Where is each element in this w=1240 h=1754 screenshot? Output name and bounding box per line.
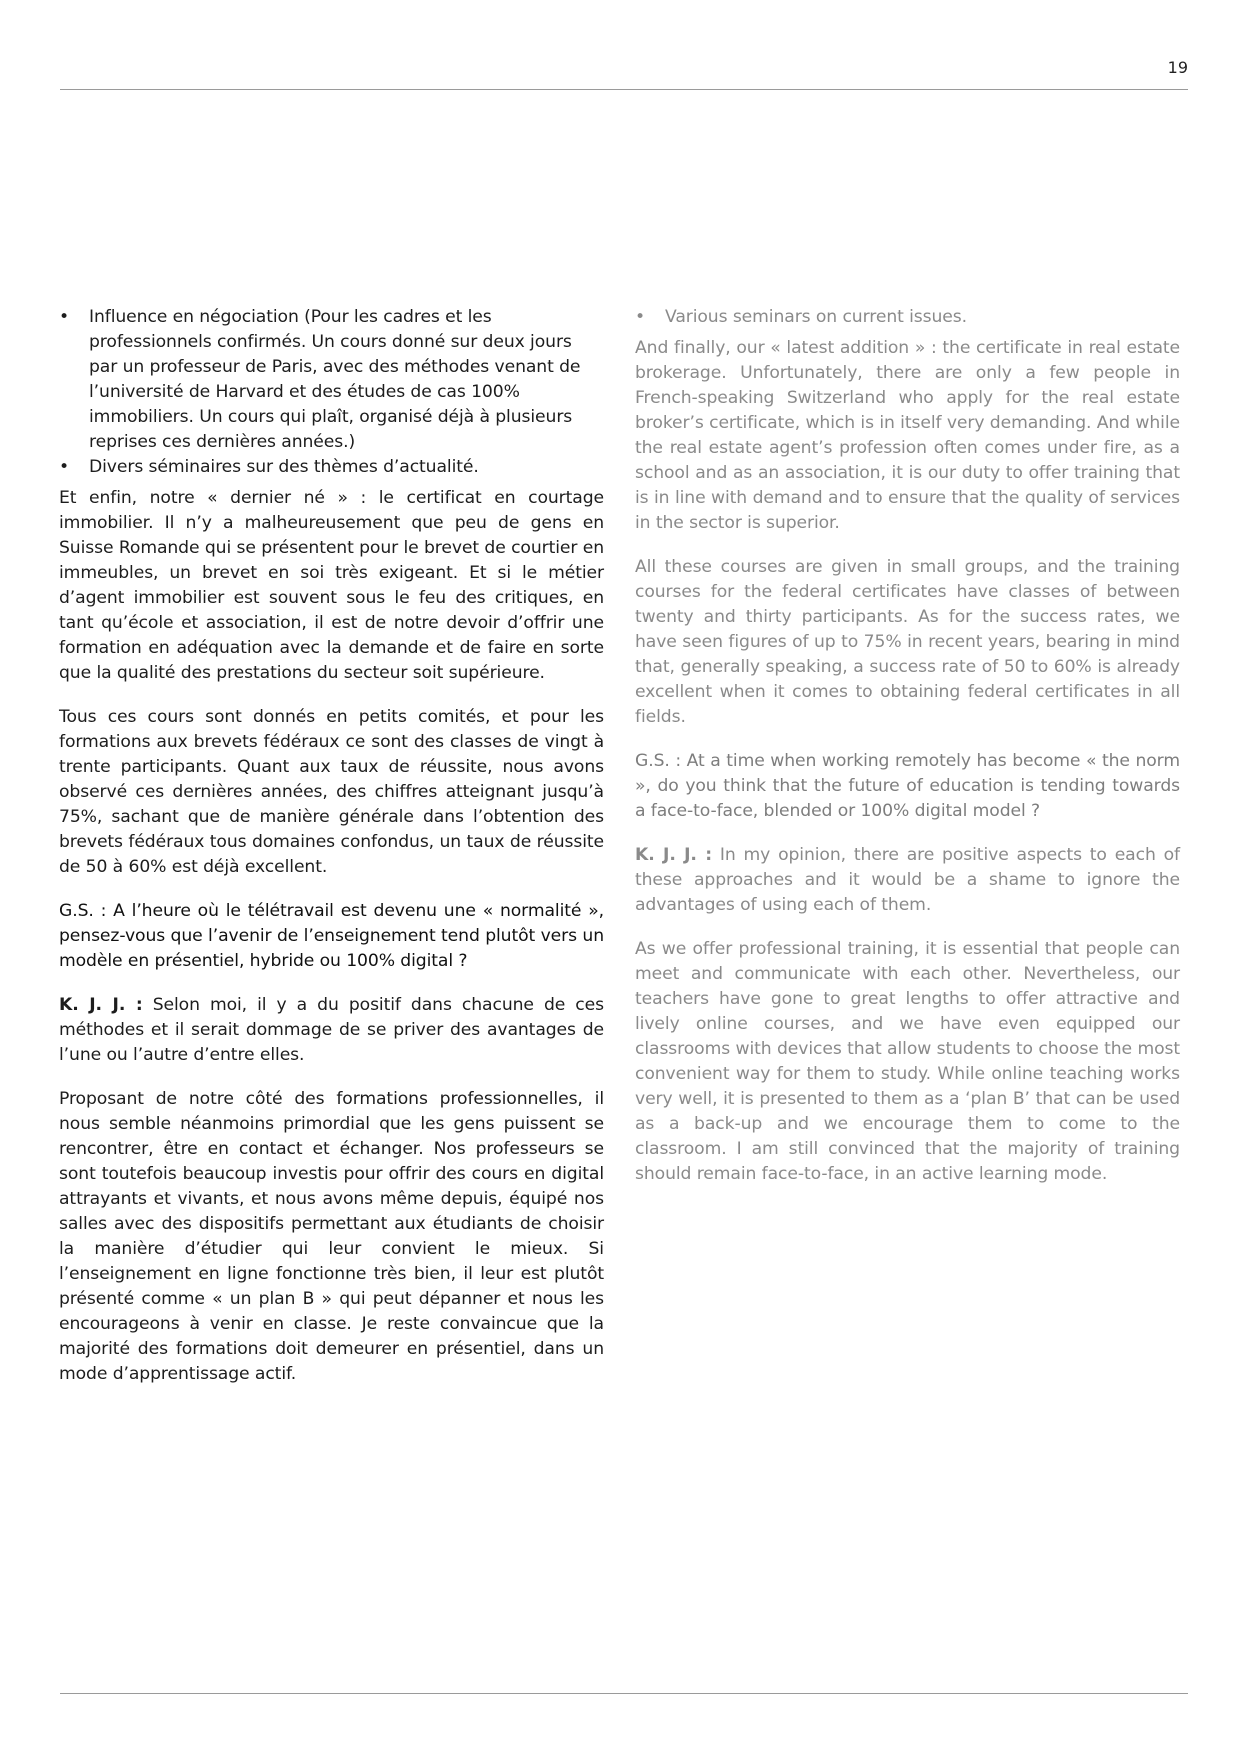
answer-text: In my opinion, there are positive aspects to each of these approaches and it would be a shame to ignore the advantages of using each of them.: [635, 845, 1180, 915]
course-list: [59, 305, 604, 480]
paragraph: And finally, our « latest addition » : the certificate in real estate brokerage. Unfortunately, there are only a few people in French-speaking Switzerland who apply for the real estate broker’s certificate, which is in itself very demanding. And while the real estate agent’s profession often comes under fire, as a school and as an association, it is our duty to offer training that is in line with demand and to ensure that the quality of services in the sector is superior.: [635, 338, 1180, 533]
interview-answer: [635, 843, 1180, 918]
paragraph: Proposant de notre côté des formations professionnelles, il nous semble néanmoins primordial que les gens puissent se rencontrer, être en contact et échanger. Nos professeurs se sont toutefois beaucoup investis pour offrir des cours en digital attrayants et vivants, et nous avons même depuis, équipé nos salles avec des dispositifs permettant aux étudiants de choisir la manière d’étudier qui leur convient le mieux. Si l’enseignement en ligne fonctionne très bien, il leur est plutôt présenté comme « un plan B » qui peut dépanner et nous les encourageons à venir en classe. Je reste convaincue que la majorité des formations doit demeurer en présentiel, dans un mode d’apprentissage actif.: [59, 1089, 604, 1384]
page-number: 19: [1167, 58, 1188, 77]
bullet-icon: •: [635, 307, 646, 327]
footer-divider: [60, 1693, 1188, 1694]
answer-text: Selon moi, il y a du positif dans chacune de ces méthodes et il serait dommage de se priver des avantages de l’une ou l’autre d’entre elles.: [59, 995, 604, 1065]
bullet-icon: •: [59, 307, 70, 327]
paragraph: As we offer professional training, it is essential that people can meet and communicate with each other. Nevertheless, our teachers have gone to great lengths to offer attractive and lively online courses, and we have even equipped our classrooms with devices that allow students to choose the most convenient way for them to study. While online teaching works very well, it is presented to them as a ‘plan B’ that can be used as a back-up and we encourage them to come to the classroom. I am still convinced that the majority of training should remain face-to-face, in an active learning mode.: [635, 939, 1180, 1184]
list-item: [635, 305, 1180, 330]
interview-question: G.S. : A l’heure où le télétravail est devenu une « normalité », pensez-vous que l’avenir de l’enseignement tend plutôt vers un modèle en présentiel, hybride ou 100% digital ?: [59, 901, 604, 971]
paragraph: Et enfin, notre « dernier né » : le certificat en courtage immobilier. Il n’y a malheureusement que peu de gens en Suisse Romande qui se présentent pour le brevet de courtier en immeubles, un brevet en soi très exigeant. Et si le métier d’agent immobilier est souvent sous le feu des critiques, en tant qu’école et association, il est de notre devoir d’offrir une formation en adéquation avec la demande et de faire en sorte que la qualité des prestations du secteur soit supérieure.: [59, 488, 604, 683]
speaker-label: K. J. J. :: [635, 845, 713, 865]
paragraph: Tous ces cours sont donnés en petits comités, et pour les formations aux brevets fédéraux ce sont des classes de vingt à trente participants. Quant aux taux de réussite, nous avons observé ces dernières années, des chiffres atteignant jusqu’à 75%, sachant que de manière générale dans l’obtention des brevets fédéraux tous domaines confondus, un taux de réussite de 50 à 60% est déjà excellent.: [59, 707, 604, 877]
interview-answer: [59, 993, 604, 1068]
list-item-text: Various seminars on current issues.: [665, 307, 967, 327]
paragraph: All these courses are given in small groups, and the training courses for the federal certificates have classes of between twenty and thirty participants. As for the success rates, we have seen figures of up to 75% in recent years, bearing in mind that, generally speaking, a success rate of 50 to 60% is already excellent when it comes to obtaining federal certificates in all fields.: [635, 557, 1180, 727]
list-item: [59, 455, 604, 480]
list-item-text: Influence en négociation (Pour les cadres et les professionnels confirmés. Un cours donné sur deux jours par un professeur de Paris, avec des méthodes venant de l’université de Harvard et des études de cas 100% immobiliers. Un cours qui plaît, organisé déjà à plusieurs reprises ces dernières années.): [89, 307, 581, 452]
interview-question: G.S. : At a time when working remotely has become « the norm », do you think that the future of education is tending towards a face-to-face, blended or 100% digital model ?: [635, 751, 1180, 821]
french-column: [59, 305, 604, 1406]
speaker-label: K. J. J. :: [59, 995, 143, 1015]
bullet-icon: •: [59, 457, 70, 477]
list-item-text: Divers séminaires sur des thèmes d’actualité.: [89, 457, 479, 477]
list-item: [59, 305, 604, 455]
header-divider: [60, 89, 1188, 90]
course-list: [635, 305, 1180, 330]
english-column: [635, 305, 1180, 1206]
